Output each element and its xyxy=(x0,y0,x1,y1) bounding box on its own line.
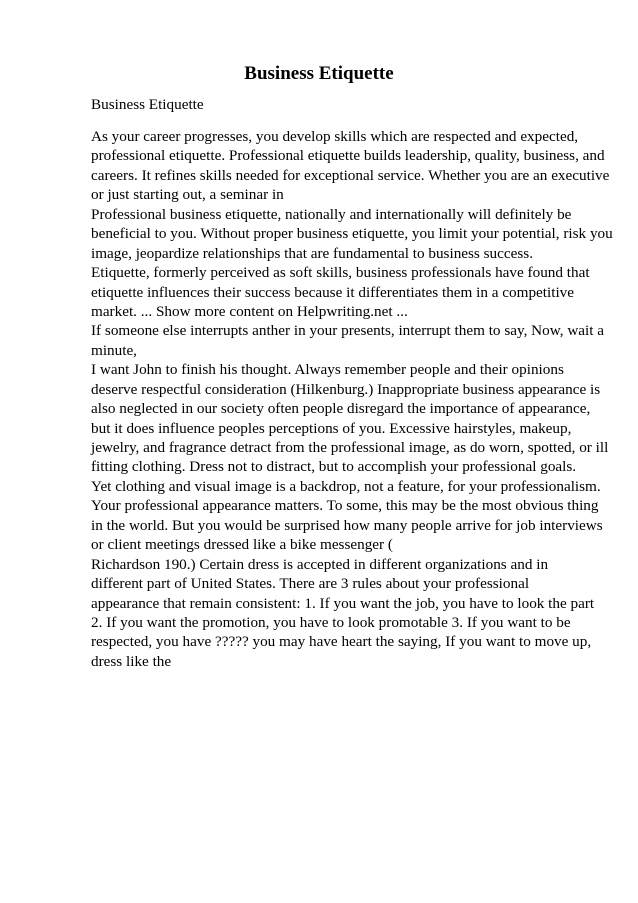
body-line: in the world. But you would be surprised how many people arrive for job interviews xyxy=(91,516,603,534)
body-line: careers. It refines skills needed for exceptional service. Whether you are an executive xyxy=(91,166,610,184)
body-line: but it does influence peoples perceptions of you. Excessive hairstyles, makeup, xyxy=(91,419,572,437)
body-line: or client meetings dressed like a bike messenger ( xyxy=(91,536,393,554)
body-line: professional etiquette. Professional etiquette builds leadership, quality, business, and xyxy=(91,147,605,165)
body-line: appearance that remain consistent: 1. If you want the job, you have to look the part xyxy=(91,594,595,612)
body-line: 2. If you want the promotion, you have to look promotable 3. If you want to be xyxy=(91,613,571,631)
body-line: Etiquette, formerly perceived as soft skills, business professionals have found that xyxy=(91,264,590,282)
body-line: deserve respectful consideration (Hilkenburg.) Inappropriate business appearance is xyxy=(91,380,601,398)
body-line: market. ... Show more content on Helpwriting.net ... xyxy=(91,302,408,320)
body-line: different part of United States. There are 3 rules about your professional xyxy=(91,575,530,593)
body-line: Your professional appearance matters. To some, this may be the most obvious thing xyxy=(91,497,599,515)
document-title: Business Etiquette xyxy=(244,63,394,84)
body-line: Richardson 190.) Certain dress is accepted in different organizations and in xyxy=(91,555,549,573)
body-line: respected, you have ????? you may have heart the saying, If you want to move up, xyxy=(91,633,592,651)
body-line: As your career progresses, you develop skills which are respected and expected, xyxy=(91,128,579,145)
document-subtitle: Business Etiquette xyxy=(91,96,204,113)
body-line: jewelry, and fragrance detract from the professional image, as do worn, spotted, or ill xyxy=(91,439,609,456)
body-line: Professional business etiquette, nationally and internationally will definitely be xyxy=(91,205,572,223)
body-line: minute, xyxy=(91,341,137,359)
body-line: fitting clothing. Dress not to distract, but to accomplish your professional goals. xyxy=(91,458,577,476)
body-line: etiquette influences their success because it differentiates them in a competitive xyxy=(91,283,575,301)
body-line: If someone else interrupts anther in your presents, interrupt them to say, Now, wait a xyxy=(91,322,604,340)
body-line: dress like the xyxy=(91,652,172,670)
body-line: I want John to finish his thought. Always remember people and their opinions xyxy=(91,361,564,379)
document-body xyxy=(91,127,611,671)
body-line: also neglected in our society often people disregard the importance of appearance, xyxy=(91,400,591,418)
body-line: image, jeopardize relationships that are fundamental to business success. xyxy=(91,244,533,262)
body-line: or just starting out, a seminar in xyxy=(91,186,284,204)
body-line: Yet clothing and visual image is a backdrop, not a feature, for your professionalism. xyxy=(91,477,601,495)
body-line: beneficial to you. Without proper business etiquette, you limit your potential, risk you xyxy=(91,225,613,243)
